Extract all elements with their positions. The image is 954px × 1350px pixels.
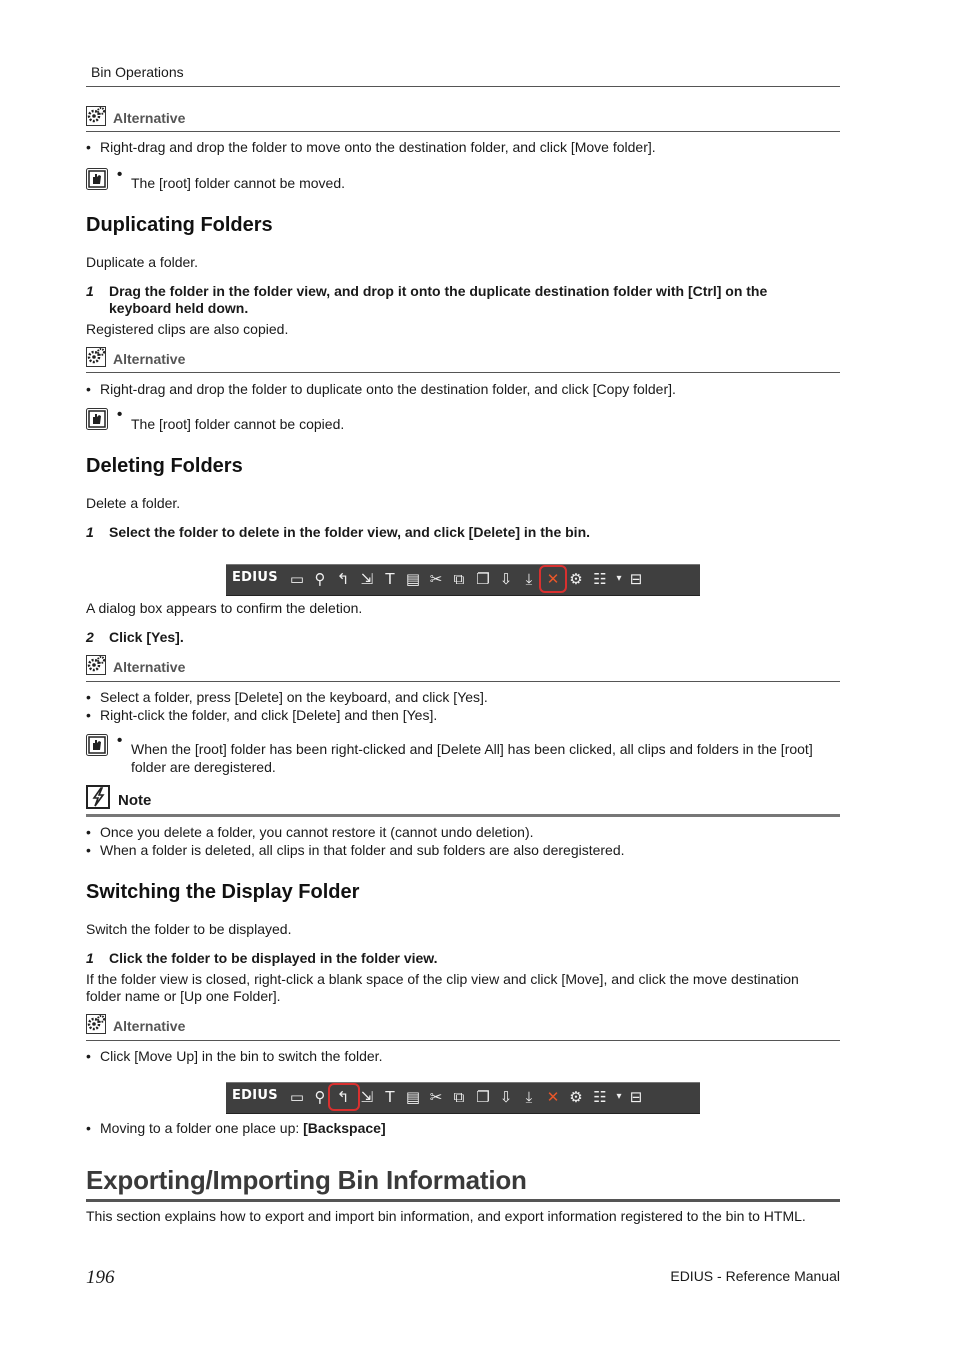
dropdown-arrow-icon[interactable]: ▾ xyxy=(616,573,622,584)
folder-icon[interactable]: ▭ xyxy=(289,570,305,588)
section-title-switching: Switching the Display Folder xyxy=(86,881,360,903)
search-icon[interactable]: ⚲ xyxy=(314,570,326,588)
delete-icon[interactable]: ✕ xyxy=(546,1088,560,1106)
page-number: 196 xyxy=(86,1267,115,1288)
properties-icon[interactable]: ⚙ xyxy=(569,570,583,588)
hand-icon xyxy=(86,168,108,195)
bin-menu-icon[interactable]: ⊟ xyxy=(629,1088,643,1106)
properties-icon[interactable]: ⚙ xyxy=(569,1088,583,1106)
chapter-rule xyxy=(86,1199,840,1202)
bin-toolbar-move-up xyxy=(226,1082,700,1114)
step-result: A dialog box appears to confirm the deletion. xyxy=(86,600,363,616)
alternative-rule xyxy=(86,372,840,373)
section-intro: Delete a folder. xyxy=(86,495,181,511)
chapter-intro: This section explains how to export and import bin information, and export information registered to the bin to HTML. xyxy=(86,1208,806,1224)
move-up-icon[interactable]: ↰ xyxy=(336,570,350,588)
paste-icon[interactable]: ❐ xyxy=(476,570,490,588)
cut-icon[interactable]: ✂ xyxy=(429,570,443,588)
running-header: Bin Operations xyxy=(91,64,184,80)
alternative-gear-icon xyxy=(86,347,106,372)
delete-icon[interactable]: ✕ xyxy=(546,570,560,588)
import-icon[interactable]: ⇲ xyxy=(360,570,374,588)
section-intro: Switch the folder to be displayed. xyxy=(86,921,292,937)
alternative-rule xyxy=(86,681,840,682)
chapter-title-exporting: Exporting/Importing Bin Information xyxy=(86,1165,527,1195)
title-icon[interactable]: T xyxy=(385,1088,395,1106)
folder-icon[interactable]: ▭ xyxy=(289,1088,305,1106)
alternative-gear-icon xyxy=(86,106,106,131)
step-result: If the folder view is closed, right-click a blank space of the clip view and click [Move], and click the move destination folder name or [Up one Folder]. xyxy=(86,971,799,1004)
section-title-duplicating: Duplicating Folders xyxy=(86,214,273,236)
step-number: 1 xyxy=(86,283,94,299)
step-number: 1 xyxy=(86,950,94,966)
step-result: Registered clips are also copied. xyxy=(86,321,289,337)
copy-icon[interactable]: ⧉ xyxy=(453,1088,465,1106)
add-to-timeline-icon[interactable]: ⤓ xyxy=(525,570,533,588)
bin-menu-icon[interactable]: ⊟ xyxy=(629,570,643,588)
hand-icon xyxy=(86,408,108,435)
alternative-label: Alternative xyxy=(113,659,186,675)
header-rule xyxy=(86,86,840,87)
edius-logo: EDIUS xyxy=(232,1088,278,1103)
title-icon[interactable]: T xyxy=(385,570,395,588)
color-bars-icon[interactable]: ▤ xyxy=(405,1088,421,1106)
step-number: 2 xyxy=(86,629,94,645)
section-intro: Duplicate a folder. xyxy=(86,254,199,270)
step-text: Click [Yes]. xyxy=(109,629,184,645)
cut-icon[interactable]: ✂ xyxy=(429,1088,443,1106)
step-number: 1 xyxy=(86,524,94,540)
step-text: Drag the folder in the folder view, and drop it onto the duplicate destination folder with [Ctrl] on the keyboard held down. xyxy=(109,283,768,316)
delete-highlight xyxy=(539,565,567,593)
alternative-gear-icon xyxy=(86,655,106,680)
move-up-highlight xyxy=(328,1083,360,1111)
step-text: Click the folder to be displayed in the folder view. xyxy=(109,950,438,966)
send-to-player-icon[interactable]: ⇩ xyxy=(499,1088,513,1106)
alternative-rule xyxy=(86,131,840,132)
view-mode-icon[interactable]: ☷ xyxy=(593,1088,607,1106)
footer-manual-title: EDIUS - Reference Manual xyxy=(670,1268,840,1284)
paste-icon[interactable]: ❐ xyxy=(476,1088,490,1106)
section-title-deleting: Deleting Folders xyxy=(86,455,243,477)
note-rule xyxy=(86,814,840,817)
alternative-rule xyxy=(86,1040,840,1041)
view-mode-icon[interactable]: ☷ xyxy=(593,570,607,588)
hand-icon xyxy=(86,734,108,761)
alternative-label: Alternative xyxy=(113,351,186,367)
bin-toolbar-delete xyxy=(226,564,700,596)
search-icon[interactable]: ⚲ xyxy=(314,1088,326,1106)
edius-logo: EDIUS xyxy=(232,570,278,585)
note-lightning-icon xyxy=(86,785,110,814)
shortcut-key: [Backspace] xyxy=(303,1120,386,1136)
shortcut-text: Moving to a folder one place up: xyxy=(100,1120,304,1136)
send-to-player-icon[interactable]: ⇩ xyxy=(499,570,513,588)
copy-icon[interactable]: ⧉ xyxy=(453,570,465,588)
alternative-label: Alternative xyxy=(113,110,186,126)
add-to-timeline-icon[interactable]: ⤓ xyxy=(525,1088,533,1106)
note-label: Note xyxy=(118,792,152,809)
import-icon[interactable]: ⇲ xyxy=(360,1088,374,1106)
alternative-label: Alternative xyxy=(113,1018,186,1034)
move-up-icon[interactable]: ↰ xyxy=(336,1088,350,1106)
color-bars-icon[interactable]: ▤ xyxy=(405,570,421,588)
step-text: Select the folder to delete in the folder view, and click [Delete] in the bin. xyxy=(109,524,591,540)
dropdown-arrow-icon[interactable]: ▾ xyxy=(616,1091,622,1102)
alternative-gear-icon xyxy=(86,1014,106,1039)
